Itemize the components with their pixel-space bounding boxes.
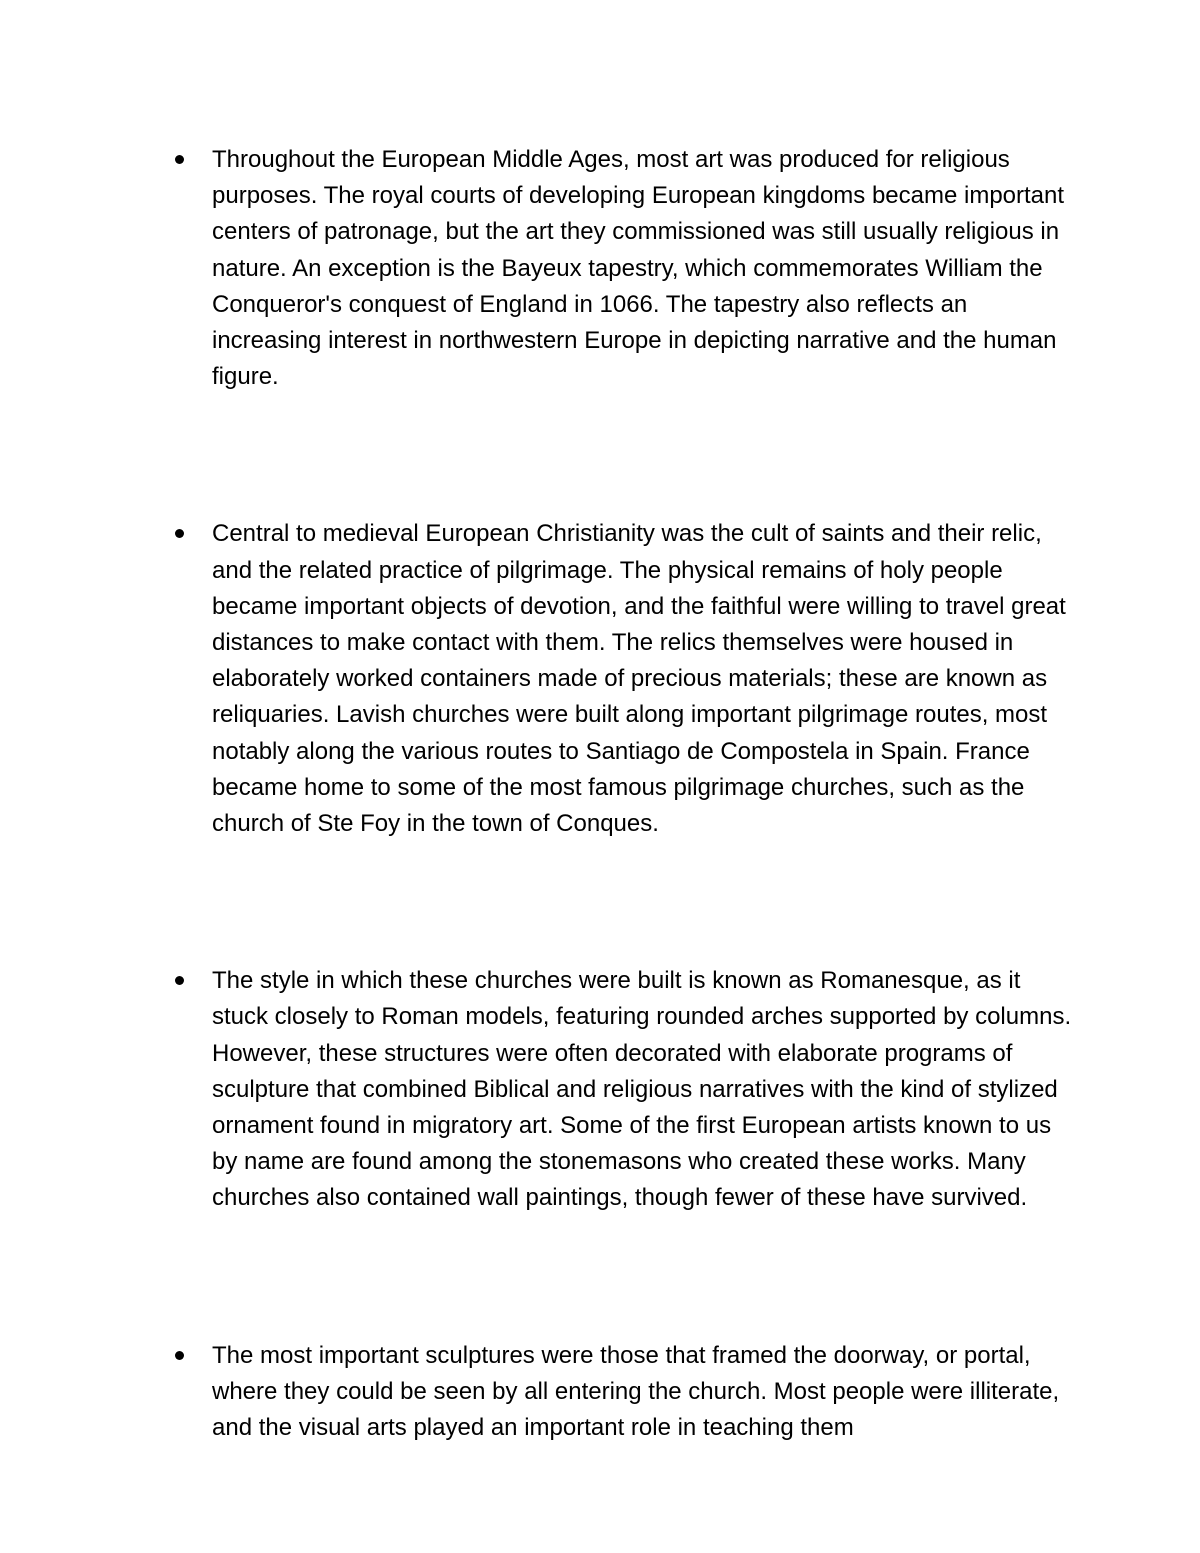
bullet-list	[172, 142, 1072, 1446]
bullet-text: Throughout the European Middle Ages, most art was produced for religious purposes. The royal courts of developing European kingdoms became important centers of patronage, but the art they commissioned was still usually religious in nature. An exception is the Bayeux tapestry, which commemorates William the Conqueror's conquest of England in 1066. The tapestry also reflects an increasing interest in northwestern Europe in depicting narrative and the human figure.	[212, 146, 1065, 391]
bullet-item	[172, 963, 1072, 1216]
bullet-item	[172, 1338, 1072, 1447]
bullet-text: The style in which these churches were built is known as Romanesque, as it stuck closely to Roman models, featuring rounded arches supported by columns. However, these structures were often decorated with elaborate programs of sculpture that combined Biblical and religious narratives with the kind of stylized ornament found in migratory art. Some of the first European artists known to us by name are found among the stonemasons who created these works. Many churches also contained wall paintings, though fewer of these have survived.	[212, 967, 1072, 1212]
bullet-icon	[175, 976, 184, 985]
bullet-text: Central to medieval European Christianity was the cult of saints and their relic, and the related practice of pilgrimage. The physical remains of holy people became important objects of devotion, and the faithful were willing to travel great distances to make contact with them. The relics themselves were housed in elaborately worked containers made of precious materials; these are known as reliquaries. Lavish churches were built along important pilgrimage routes, most notably along the various routes to Santiago de Compostela in Spain. France became home to some of the most famous pilgrimage churches, such as the church of Ste Foy in the town of Conques.	[212, 520, 1066, 838]
bullet-item	[172, 142, 1072, 395]
bullet-icon	[175, 1351, 184, 1360]
bullet-item	[172, 516, 1072, 842]
bullet-icon	[175, 529, 184, 538]
bullet-text: The most important sculptures were those that framed the doorway, or portal, where they could be seen by all entering the church. Most people were illiterate, and the visual arts played an important role in teaching them	[212, 1341, 1060, 1442]
bullet-icon	[175, 155, 184, 164]
